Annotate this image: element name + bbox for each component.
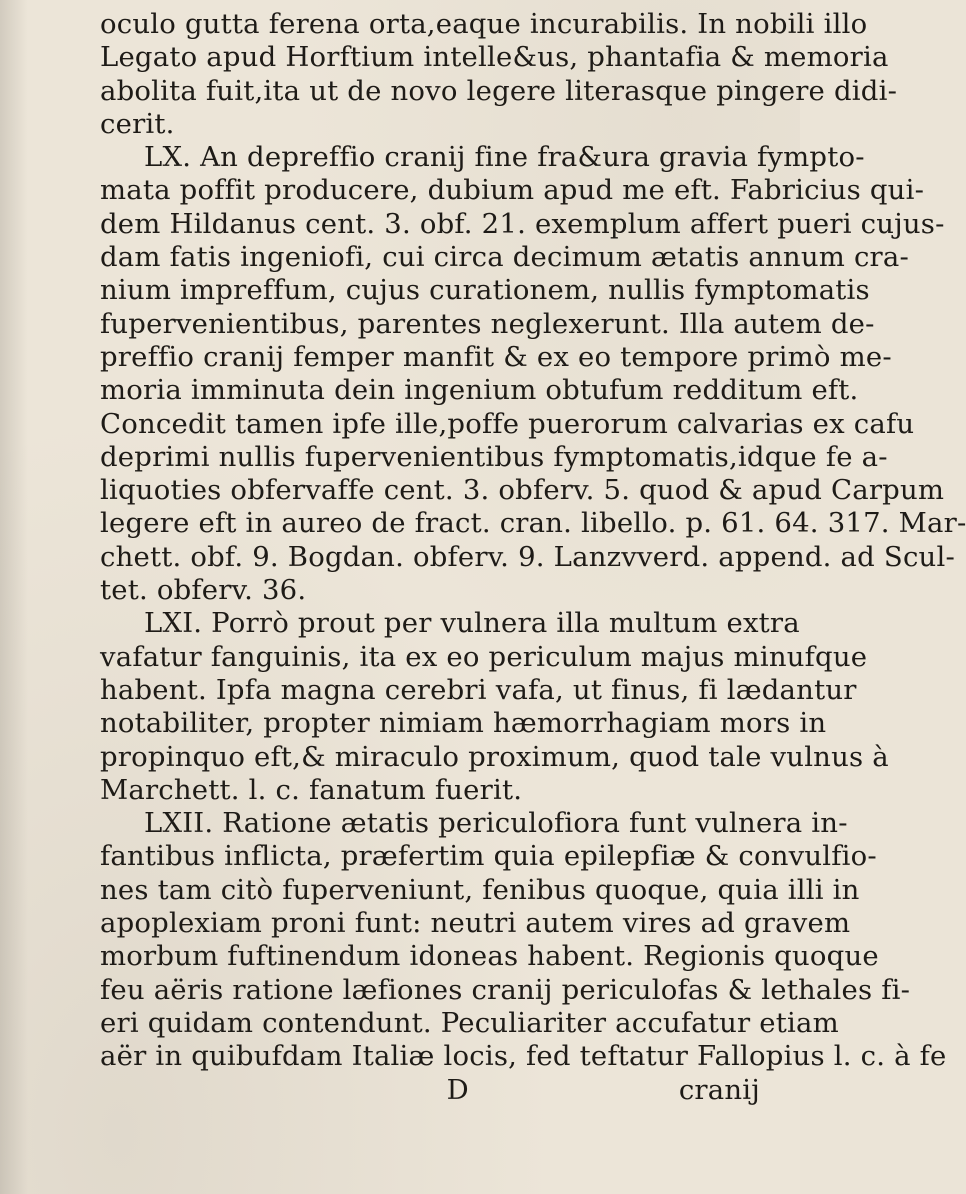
text-line-3: abolita fuit,ita ut de novo legere literasque pingere didi- (100, 74, 898, 107)
page-gutter-shadow (0, 0, 28, 1194)
signature-mark: D (446, 1073, 469, 1106)
text-line-11: preffio cranij femper manfit & ex eo tempore primò me- (100, 340, 892, 373)
text-line-30: feu aëris ratione læfiones cranij periculofas & lethales fi- (100, 973, 911, 1006)
text-line-2: Legato apud Horftium intelle&us, phantafia & memoria (100, 41, 889, 74)
text-line-19: LXI. Porrò prout per vulnera illa multum extra (144, 607, 800, 640)
text-line-7: dem Hildanus cent. 3. obf. 21. exemplum affert pueri cujus- (100, 207, 945, 240)
text-line-10: fupervenientibus, parentes neglexerunt. Illa autem de- (100, 307, 875, 340)
text-line-12: moria imminuta dein ingenium obtufum redditum eft. (100, 374, 859, 407)
text-line-5: LX. An depreffio cranij fine fra&ura gravia fympto- (144, 141, 865, 174)
text-line-4: cerit. (100, 107, 175, 140)
text-block (100, 8, 966, 1107)
text-line-26: fantibus inflicta, præfertim quia epilepfiæ & convulfio- (100, 840, 877, 873)
text-line-14: deprimi nullis fupervenientibus fymptomatis,idque fe a- (100, 440, 888, 473)
text-line-1: oculo gutta ferena orta,eaque incurabilis. In nobili illo (100, 8, 868, 40)
text-line-29: morbum fuftinendum idoneas habent. Regionis quoque (100, 940, 879, 973)
text-line-25: LXII. Ratione ætatis periculofiora funt vulnera in- (144, 807, 848, 840)
text-line-13: Concedit tamen ipfe ille,poffe puerorum calvarias ex cafu (100, 407, 915, 440)
text-line-32: aër in quibufdam Italiæ locis, fed teftatur Fallopius l. c. à fe (100, 1040, 947, 1073)
signature-and-catchword (100, 1074, 780, 1107)
text-line-23: propinquo eft,& miraculo proximum, quod tale vulnus à (100, 740, 889, 773)
text-line-31: eri quidam contendunt. Peculiariter accufatur etiam (100, 1006, 839, 1039)
text-line-20: vafatur fanguinis, ita ex eo periculum majus minufque (100, 640, 868, 673)
text-line-9: nium impreffum, cujus curationem, nullis fymptomatis (100, 274, 870, 307)
text-line-17: chett. obf. 9. Bogdan. obferv. 9. Lanzvverd. append. ad Scul- (100, 540, 955, 573)
text-line-16: legere eft in aureo de fract. cran. libello. p. 61. 64. 317. Mar- (100, 507, 966, 540)
text-line-24: Marchett. l. c. fanatum fuerit. (100, 773, 523, 806)
text-line-28: apoplexiam proni funt: neutri autem vires ad gravem (100, 907, 851, 940)
text-line-27: nes tam citò fuperveniunt, fenibus quoque, quia illi in (100, 873, 860, 906)
text-line-8: dam fatis ingeniofi, cui circa decimum ætatis annum cra- (100, 241, 909, 274)
text-line-18: tet. obferv. 36. (100, 574, 307, 607)
text-line-21: habent. Ipfa magna cerebri vafa, ut finus, fi lædantur (100, 673, 857, 706)
text-line-22: notabiliter, propter nimiam hæmorrhagiam mors in (100, 707, 827, 740)
text-line-15: liquoties obfervaffe cent. 3. obferv. 5. quod & apud Carpum (100, 474, 945, 507)
catchword: cranij (678, 1073, 760, 1106)
text-line-6: mata poffit producere, dubium apud me eft. Fabricius qui- (100, 174, 925, 207)
